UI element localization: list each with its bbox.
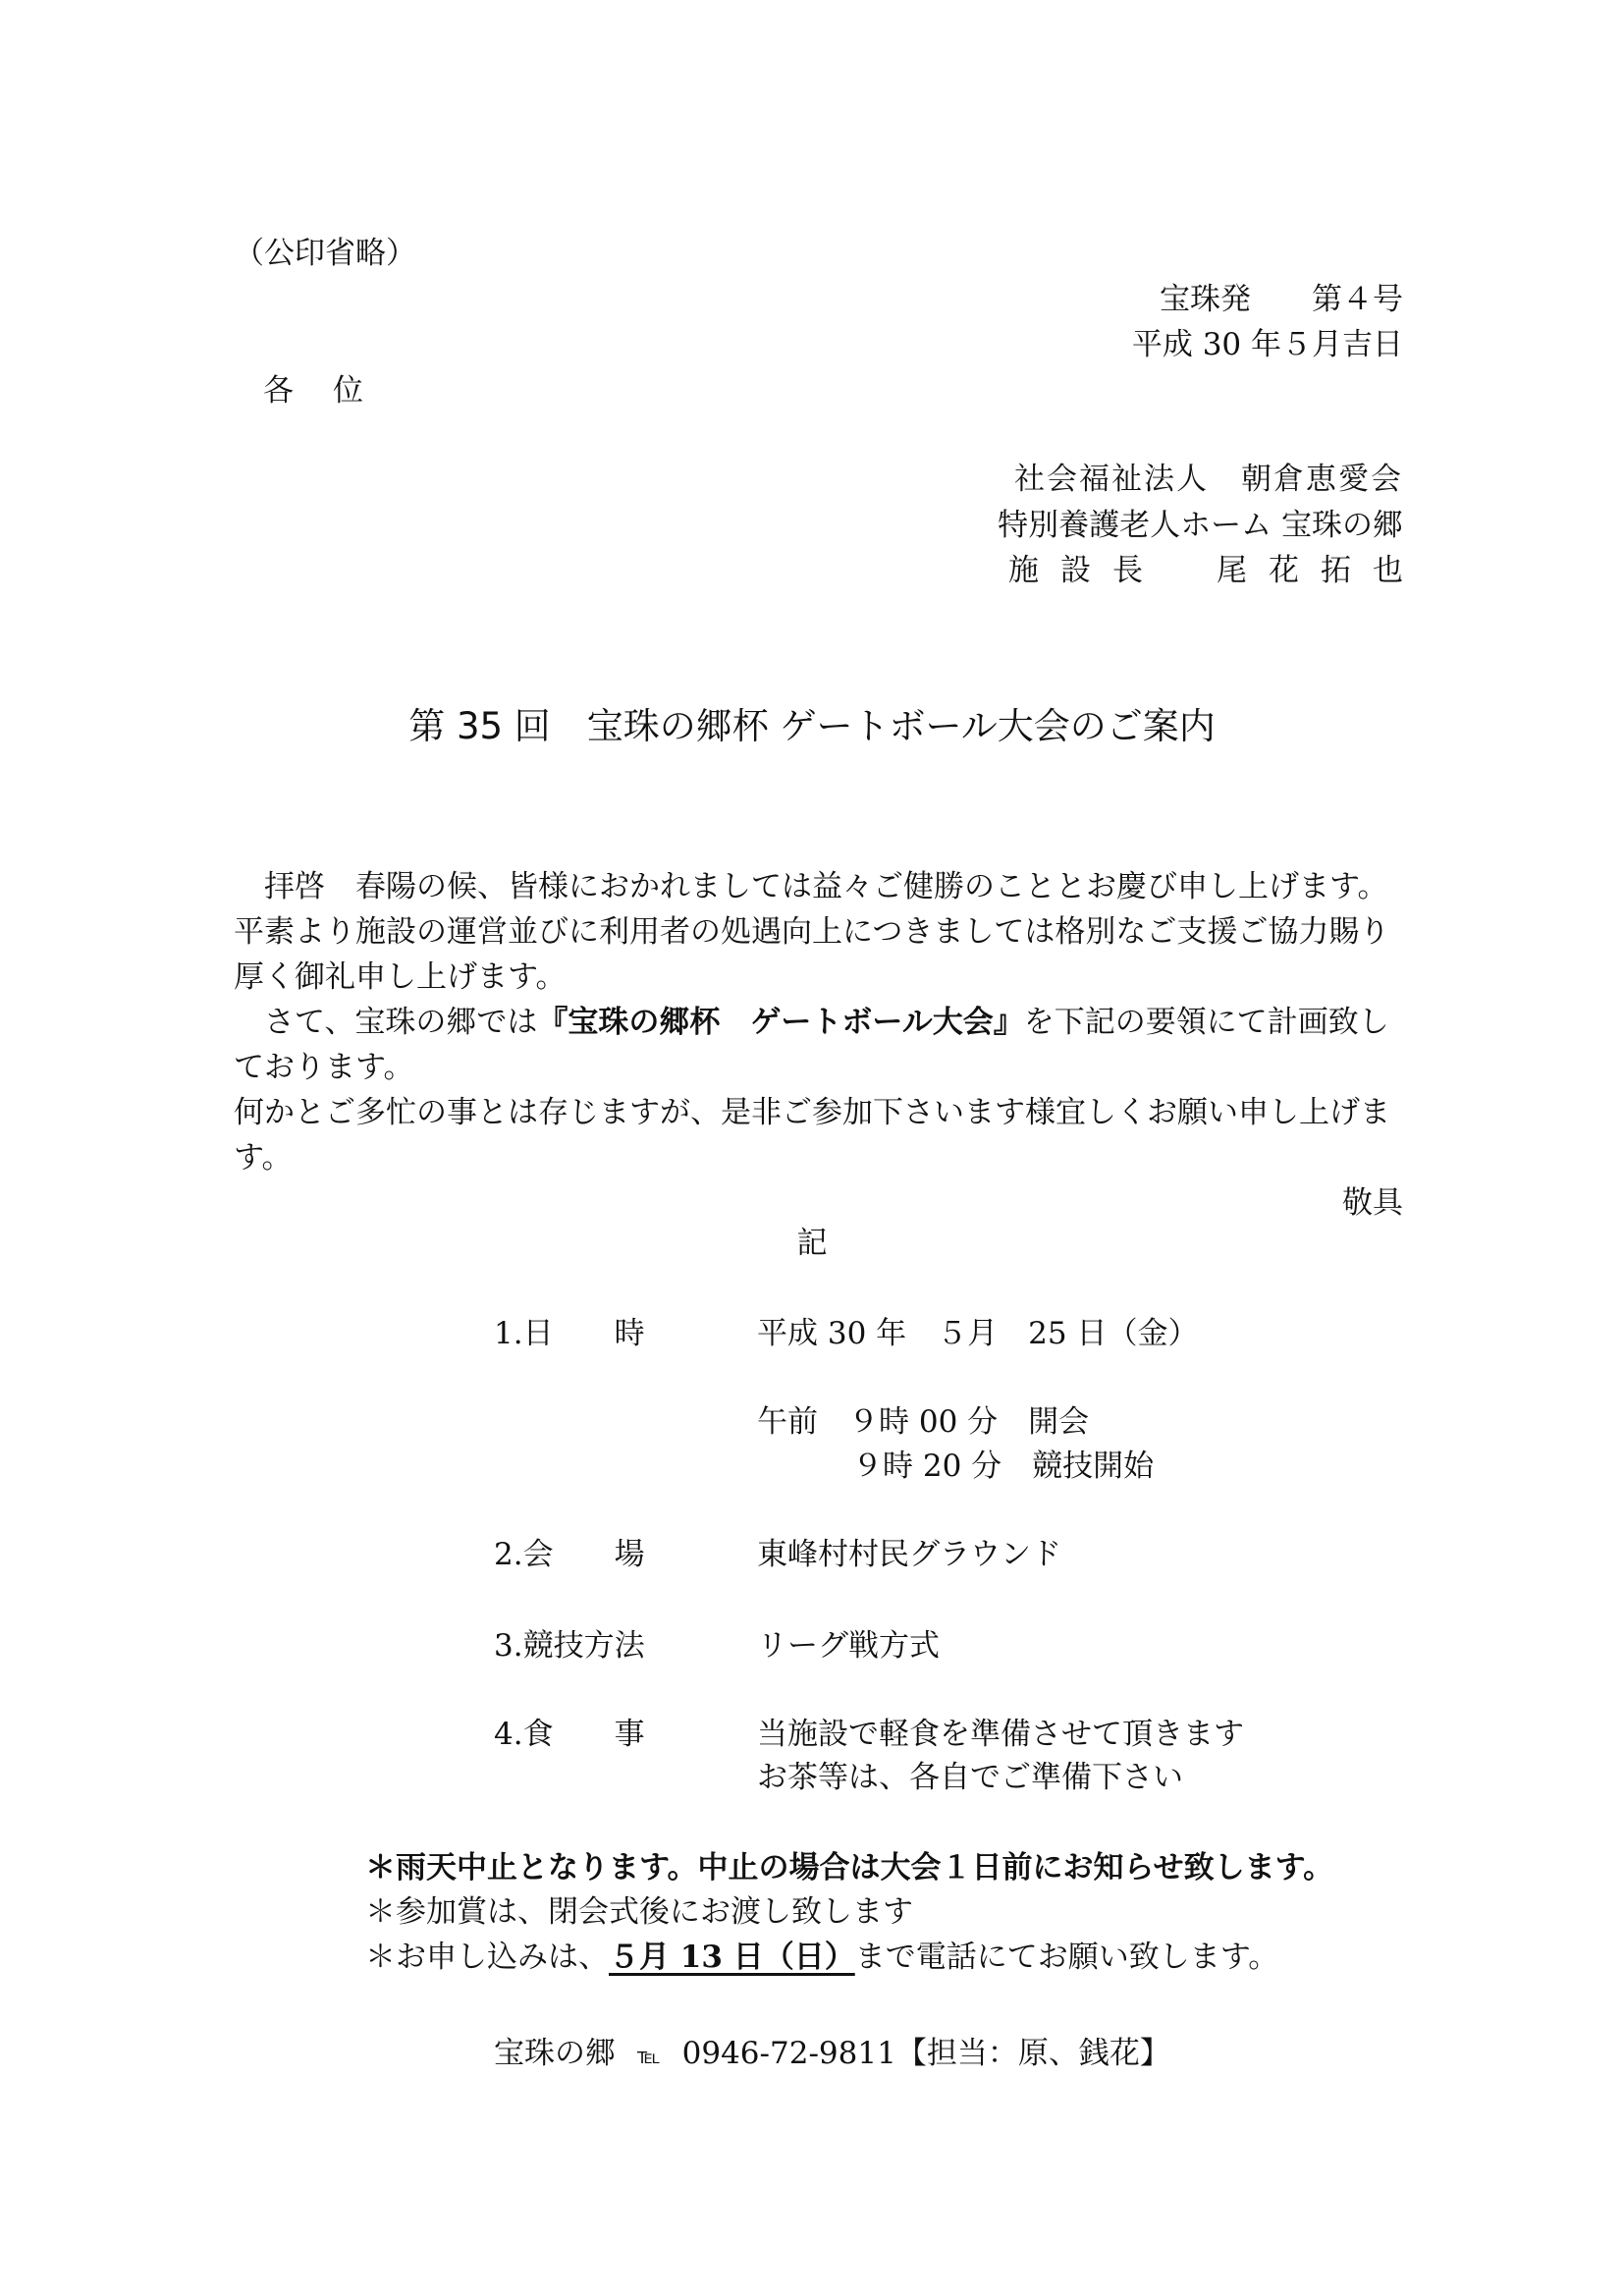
method-value: リーグ戦方式 [757, 1628, 940, 1664]
application-deadline-note [365, 1940, 1278, 1976]
contact-name: 宝珠の郷 [494, 2036, 616, 2071]
request-line: 何かとご多忙の事とは存じますが、是非ご参加下さいます様宜しくお願い申し上げます。 [234, 1095, 1390, 1175]
contact-person: 【担当：原、銭花】 [895, 2036, 1170, 2071]
contact-phone: 0946-72-9811 [681, 2036, 896, 2071]
ki-heading: 記 [796, 1226, 828, 1261]
reference-number: 宝珠発 第４号 [1160, 282, 1403, 317]
greeting-line: 拝啓 春陽の候、皆様におかれましては益々ご健勝のこととお慶び申し上げます。 [264, 869, 1388, 904]
tel-icon: ℡ [637, 2045, 661, 2069]
date-value: 平成 30 年 ５月 25 日（金） [757, 1316, 1199, 1351]
venue-label: 2.会 場 [494, 1537, 645, 1572]
event-name: 『宝珠の郷杯 ゲートボール大会』 [537, 1005, 1024, 1040]
tea-note: お茶等は、各自でご準備下さい [757, 1760, 1183, 1795]
document-title: 第 35 回 宝珠の郷杯 ゲートボール大会のご案内 [408, 705, 1216, 747]
sender-director: 施設長 尾花拓也 [1008, 553, 1425, 588]
announcement-suffix: を下記の要領にて計画致しております。 [234, 1005, 1389, 1085]
method-label: 3.競技方法 [494, 1628, 645, 1664]
meal-label: 4.食 事 [494, 1717, 645, 1752]
application-prefix: ＊お申し込みは、 [365, 1940, 609, 1975]
contact-line [494, 2036, 1170, 2072]
closing-word: 敬具 [1342, 1185, 1403, 1221]
seal-omitted-note: （公印省略） [234, 236, 416, 271]
date-label: 1.日 時 [494, 1316, 645, 1351]
start-time: ９時 20 分 競技開始 [852, 1449, 1155, 1484]
letter-body [234, 864, 1403, 1226]
rain-cancellation-note: ＊雨天中止となります。中止の場合は大会１日前にお知らせ致します。 [365, 1850, 1334, 1886]
meal-value: 当施設で軽食を準備させて頂きます [757, 1717, 1244, 1752]
application-suffix: まで電話にてお願い致します。 [854, 1940, 1279, 1975]
announcement-prefix: さて、宝珠の郷では [264, 1005, 538, 1040]
gratitude-line: 平素より施設の運営並びに利用者の処遇向上につきましては格別なご支援ご協力賜り厚く御礼申し上げます。 [234, 914, 1390, 995]
addressee: 各位 [263, 373, 403, 409]
issue-date: 平成 30 年５月吉日 [1131, 327, 1403, 362]
sender-organization: 社会福祉法人 朝倉恵愛会 [1014, 462, 1403, 497]
application-deadline-date: ５月 13 日（日） [609, 1940, 855, 1975]
opening-time: 午前 ９時 00 分 開会 [757, 1404, 1090, 1440]
event-announcement [234, 1000, 1403, 1090]
participation-prize-note: ＊参加賞は、閉会式後にお渡し致します [365, 1894, 913, 1930]
sender-facility: 特別養護老人ホーム 宝珠の郷 [998, 508, 1403, 543]
venue-value: 東峰村村民グラウンド [757, 1537, 1061, 1572]
